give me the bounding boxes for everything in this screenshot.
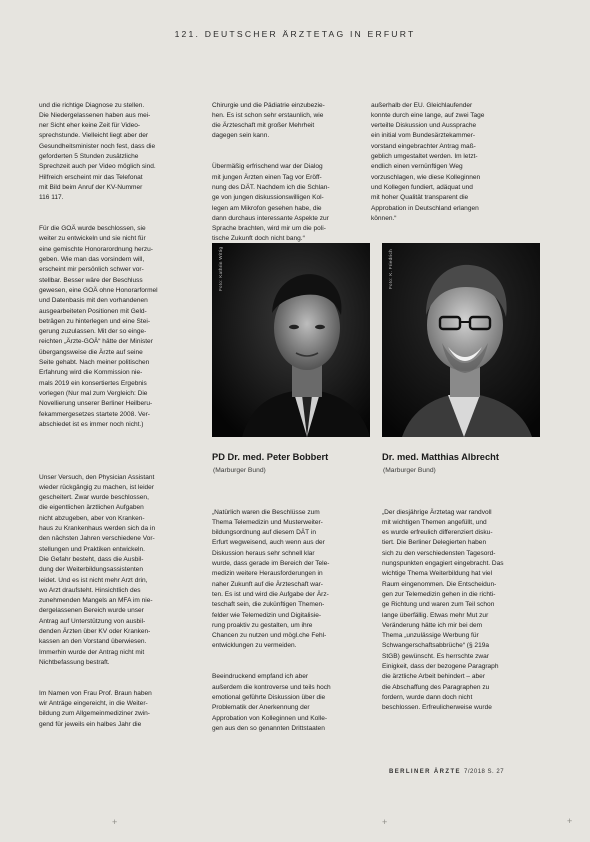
paragraph: „Der diesjährige Ärztetag war randvoll mit wichtigen Themen angefüllt, und es wurde erfreulich differenziert disku- tiert. Die Berliner Delegierten haben sich zu den verschiedensten Tagesord- nungspunkten engagiert eingebracht. Das wichtige Thema Weiterbildung hat viel Raum eingenommen. Die Entscheidun- gen zur Telemedizin gehen in die richti- ge Richtung und waren zum Teil schon lange überfällig. Etwas mehr Mut zur Veränderung hätte ich mir bei dem Thema „unzulässige Werbung für Schwangerschaftsabbrüche“ (§ 219a StGB) gewünscht. Es herrschte zwar Einigkeit, dass der bezogene Paragraph die ärztliche Arbeit behindert – aber die Abschaffung des Paragraphen zu fordern, wurde dann doch nicht beschlossen. Erfreulicherweise wurde: [382, 508, 504, 712]
crop-mark: +: [112, 817, 118, 827]
portrait-illustration: [382, 243, 540, 437]
paragraph: Für die GOÄ wurde beschlossen, sie weiter zu entwickeln und sie nicht für eine gemischte Honorarordnung herzu- geben. Wie man das vorsindern will, erscheint mir persönlich schwer vor- stellbar. Besser wäre der Beschluss gewesen, eine GOÄ ohne Honorarformel und Datenbasis mit den vorhandenen ausgearbeiteten Positionen mit Geld- beträgen zu hinterlegen und eine Stei- gerung zuzulassen. Mit der so einge- reichten „Ärzte-GOÄ“ hätte der Minister übergangsweise die Ärzte auf seine Seite gehabt. Nach meiner politischen Erfahrung wird die Kommission nie- mals 2019 ein konsertiertes Ergebnis vorlegen (Nur mal zum Vergleich: Die Novellierung unserer Berliner Heilberu- fekammergesetzes startete 2008. Ver- abschiedet ist es immer noch nicht.): [39, 225, 158, 428]
paragraph: Chirurgie und die Pädiatrie einzubezie- hen. Es ist schon sehr erstaunlich, wie die Ärzteschaft mit großer Mehrheit dagegen sein kann.: [212, 101, 325, 140]
profile-name: Dr. med. Matthias Albrecht: [382, 452, 499, 462]
paragraph: Beeindruckend empfand ich aber außerdem die kontroverse und teils hoch emotional geführte Diskussion über die Problematik der Anerkennung der Approbation von Kolleginnen und Kolle- gen aus den so genannten Drittstaaten: [212, 673, 331, 732]
photo-credit: Foto: K. Friedrich: [388, 249, 393, 289]
issue-page: 7/2018 S. 27: [464, 769, 505, 775]
column-3-top: [371, 80, 541, 234]
column-2-top: [212, 80, 374, 255]
magazine-name: BERLINER ÄRZTE: [389, 769, 461, 775]
page-header: 121. DEUTSCHER ÄRZTETAG IN ERFURT: [174, 29, 416, 39]
profile-organization: (Marburger Bund): [213, 467, 266, 474]
crop-mark: +: [567, 816, 573, 826]
paragraph: außerhalb der EU. Gleichlaufender konnte durch eine lange, auf zwei Tage verteilte Diskussion und Aussprache ein initial vom Bundesärztekammer- vorstand eingebrachter Antrag maß- geblich umgestaltet werden. Im letzt- endlich einen vernünftigen Weg vorzuschlagen, wie diese Kolleginnen und Kollegen fundiert, adäquat und mit hoher Qualität transparent die Approbation in Deutschland erlangen können.“: [371, 101, 485, 222]
paragraph: Im Namen von Frau Prof. Braun haben wir Anträge eingereicht, in die Weiter- bildung zum Allgemeinmediziner zwin- gend für jeweils ein halbes Jahr die: [39, 689, 152, 728]
column-2-bottom: [212, 487, 374, 744]
profile-organization: (Marburger Bund): [383, 467, 436, 474]
paragraph: Übermäßig erfrischend war der Dialog mit jungen Ärzten einen Tag vor Eröff- nung des DÄT. Nachdem ich die Schlan- ge von jungen diskussionswilligen Kol- legen am Mikrofon gesehen habe, die dann durchaus interessante Aspekte zur Sprache brachten, wird mir um die poli- tische Zukunft doch nicht bang.“: [212, 163, 330, 243]
photo-credit: Foto: Kathrin Wittig: [218, 246, 223, 291]
paragraph: Unser Versuch, den Physician Assistant wieder rückgängig zu machen, ist leider gescheitert. Zwar wurde beschlossen, die eigentlichen ärztlichen Aufgaben nicht abzugeben, aber von Kranken- haus zu Krankenhaus werden sich da in den nächsten Jahren verschiedene Vor- stellungen und Praktiken entwickeln. Die Gefahr besteht, dass die Ausbil- dung der Weiterbildungsassistenten leidet. Und es ist nicht mehr Arzt drin, wo Arzt draufsteht. Hinsichtlich des zunehmenden Mangels an MFA im nie- dergelassenen Bereich wurde unser Antrag auf Unterstützung von ausbil- denden Ärzten über KV oder Kranken- kassen an den Vorstand überwiesen. Immerhin wurde der Antrag nicht mit Nichtbefassung bestraft.: [39, 473, 156, 666]
portrait-photo-peter-bobbert: [212, 243, 370, 437]
profile-name: PD Dr. med. Peter Bobbert: [212, 452, 329, 462]
column-3-bottom: [382, 487, 544, 724]
column-1-bottom: [39, 452, 205, 740]
column-1-top: [39, 80, 205, 440]
paragraph: und die richtige Diagnose zu stellen. Die Niedergelassenen haben aus mei- ner Sicht eher keine Zeit für Video- sprechstunde. Vielleicht liegt aber der Gesundheitsminister noch fest, dass die geforderten 5 Stunden zusätzliche Sprechzeit auch per Video möglich sind. Hilfreich erscheint mir das Telefonat mit Bild beim Anruf der KV-Nummer 116 117.: [39, 101, 156, 202]
crop-mark: +: [382, 817, 388, 827]
page-footer: [389, 769, 559, 775]
portrait-photo-matthias-albrecht: [382, 243, 540, 437]
paragraph: „Natürlich waren die Beschlüsse zum Thema Telemedizin und Musterweiter- bildungsordnung auf diesem DÄT in Erfurt wegweisend, auch wenn aus der Diskussion heraus sehr schnell klar wurde, dass gerade im Bereich der Tele- medizin weitere Herausforderungen in naher Zukunft auf die Ärzteschaft war- ten. Es ist und wird die Aufgabe der Ärz- teschaft sein, die zukünftigen Themen- felder wie Telemedizin und Digitalisie- rung proaktiv zu gestalten, um ihre Chancen zu nutzen und mögl.che Fehl- entwicklungen zu vermeiden.: [212, 508, 330, 650]
portrait-illustration: [212, 243, 370, 437]
